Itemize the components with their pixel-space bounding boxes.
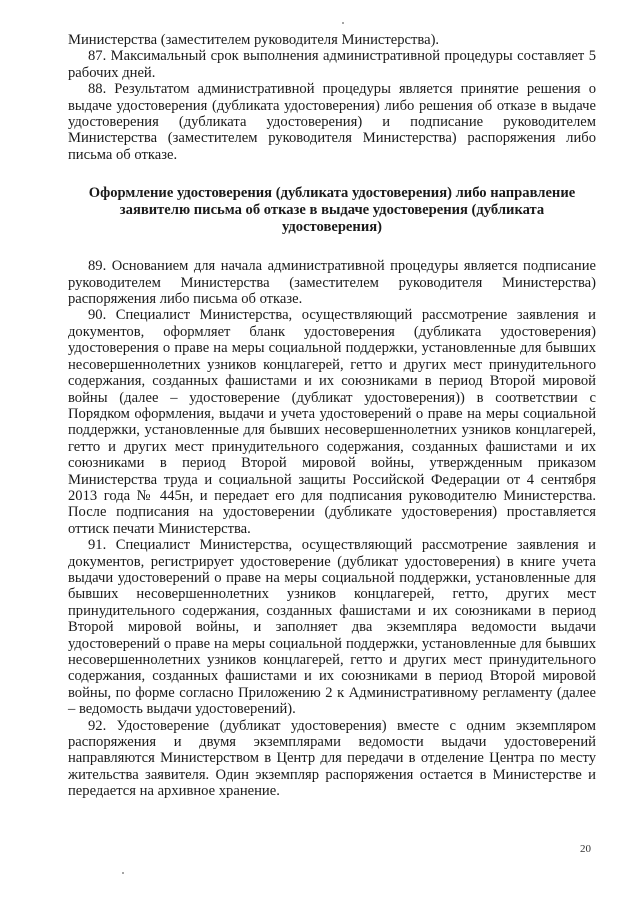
paragraph-89: 89. Основанием для начала административной процедуры является подписание руководителем Министерства (заместителем руководителя Министерства) распоряжения либо письма об отказе. <box>68 258 596 308</box>
paragraph-91: 91. Специалист Министерства, осуществляющий рассмотрение заявления и документов, регистрирует удостоверение (дубликат удостоверения) в книге учета выдачи удостоверений о праве на меры социальной поддержки, установленные для бывших несовершеннолетних узников концлагерей, гетто, других мест принудительного содержания, созданных фашистами и их союзниками в период Второй мировой войны, и заполняет два экземпляра ведомости выдачи удостоверений о праве на меры социальной поддержки, установленные для бывших несовершеннолетних узников концлагерей, гетто и других мест принудительного содержания, созданных фашистами и их союзниками в период Второй мировой войны, по форме согласно Приложению 2 к Административному регламенту (далее – ведомость выдачи удостоверений). <box>68 537 596 718</box>
paragraph-87: 87. Максимальный срок выполнения административной процедуры составляет 5 рабочих дней. <box>68 48 596 81</box>
scan-artifact-dot <box>122 872 124 874</box>
paragraph-continuation: Министерства (заместителем руководителя Министерства). <box>68 32 440 48</box>
page-number: 20 <box>580 843 591 855</box>
scan-artifact-dot <box>342 22 344 24</box>
paragraph-90: 90. Специалист Министерства, осуществляющий рассмотрение заявления и документов, оформляет бланк удостоверения (дубликата удостоверения) удостоверения о праве на меры социальной поддержки, установленные для бывших несовершеннолетних узников концлагерей, гетто и других мест принудительного содержания, созданных фашистами и их союзниками в период Второй мировой войны (далее – удостоверение (дубликат удостоверения)) в соответствии с Порядком оформления, выдачи и учета удостоверений о праве на меры социальной поддержки, установленные для бывших несовершеннолетних узников концлагерей, гетто и других мест принудительного содержания, созданных фашистами и их союзниками в период Второй мировой войны, утвержденным приказом Министерства труда и социальной защиты Российской Федерации от 4 сентября 2013 года № 445н, и передает его для подписания руководителю Министерства. После подписания на удостоверении (дубликате удостоверения) проставляется оттиск печати Министерства. <box>68 307 596 537</box>
paragraph-88: 88. Результатом административной процедуры является принятие решения о выдаче удостоверения (дубликата удостоверения) либо решения об отказе в выдаче удостоверения (дубликата удостоверения) и подписание руководителем Министерства (заместителем руководителя Министерства) распоряжения либо письма об отказе. <box>68 81 596 163</box>
section-heading: Оформление удостоверения (дубликата удостоверения) либо направление заявителю письма об отказе в выдаче удостоверения (дубликата удостоверения) <box>88 185 576 236</box>
paragraph-92: 92. Удостоверение (дубликат удостоверения) вместе с одним экземпляром распоряжения и двумя экземплярами ведомости выдачи удостоверений направляются Министерством в Центр для передачи в отделение Центра по месту жительства заявителя. Один экземпляр распоряжения остается в Министерстве и передается на архивное хранение. <box>68 717 596 800</box>
document-page <box>68 32 596 800</box>
